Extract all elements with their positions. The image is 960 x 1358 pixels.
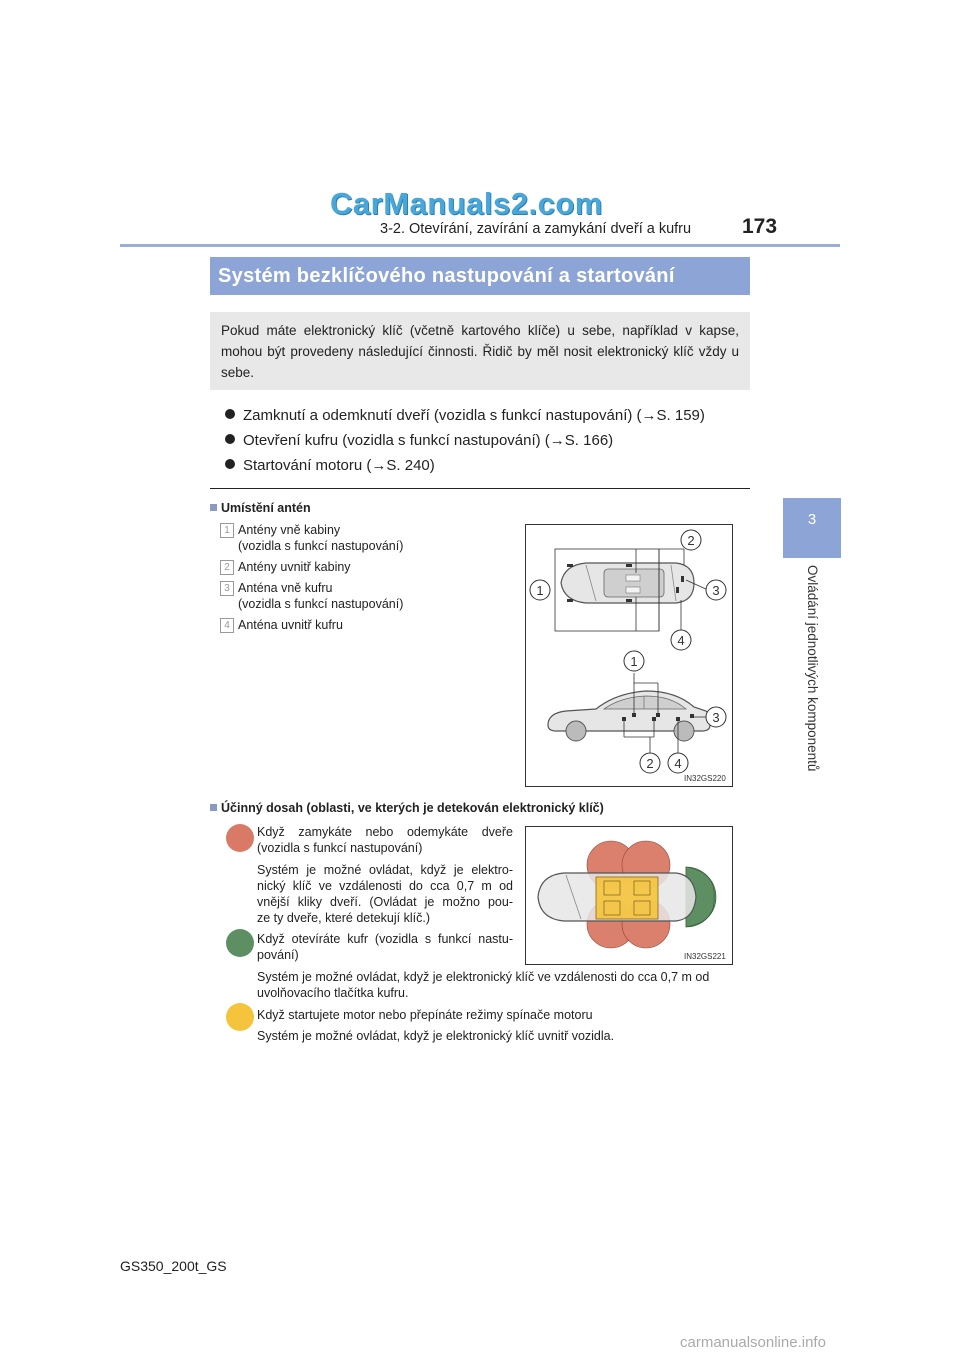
antenna-diagram	[526, 525, 732, 786]
antenna-item-1-label: Antény vně kabiny	[238, 523, 341, 537]
footer-model-code: GS350_200t_GS	[120, 1258, 227, 1274]
bullet-dot-icon	[225, 434, 235, 444]
chapter-number: 3	[807, 511, 817, 528]
range-heading	[210, 801, 604, 815]
chapter-tab	[783, 498, 841, 558]
callout-4-side: 4	[674, 756, 682, 771]
antenna-item-1-note: (vozidla s funkcí nastupování)	[238, 539, 404, 553]
range-trunk-desc-line: uvolňovacího tlačítka kufru.	[257, 986, 409, 1000]
range-doors-desc-line: ze ty dveře, které detekují klíč.)	[257, 911, 430, 925]
callout-2-top: 2	[687, 533, 695, 548]
car-top-view-icon	[561, 563, 694, 603]
callout-1-top: 1	[536, 583, 544, 598]
item-number-3: 3	[220, 581, 234, 596]
range-heading-text: Účinný dosah (oblasti, ve kterých je detekován elektronický klíč)	[221, 801, 604, 815]
range-doors-note: (vozidla s funkcí nastupování)	[257, 841, 423, 855]
item-number-4: 4	[220, 618, 234, 633]
bullet-text: Otevření kufru (vozidla s funkcí nastupování) (→S. 166)	[243, 432, 614, 449]
antenna-figure	[525, 524, 733, 787]
watermark-logo: CarManuals2.com	[330, 186, 603, 221]
page-number: 173	[742, 215, 778, 238]
range-figure	[525, 826, 733, 965]
range-doors-desc-line: nický klíč ve vzdálenosti do cca 0,7 m od	[257, 879, 513, 893]
header-divider	[120, 244, 840, 247]
bullet-dot-icon	[225, 409, 235, 419]
range-doors-desc-line: Systém je možné ovládat, když je elektro-	[257, 863, 513, 877]
car-side-view-icon	[548, 691, 711, 741]
page-title: Systém bezklíčového nastupování a startování	[210, 257, 750, 295]
antenna-item-4	[238, 617, 343, 633]
figure-code-2: IN32GS221	[684, 952, 726, 961]
range-item-trunk	[257, 931, 513, 963]
range-trunk-note: pování)	[257, 948, 299, 962]
callout-1-side: 1	[630, 654, 638, 669]
callout-3-side: 3	[712, 710, 720, 725]
item-number-1: 1	[220, 523, 234, 538]
range-diagram	[526, 827, 732, 964]
bullet-dot-icon	[225, 459, 235, 469]
section-divider	[210, 488, 750, 489]
antenna-heading	[210, 501, 311, 515]
range-trunk-title: Když otevíráte kufr (vozidla s funkcí nastu-	[257, 932, 513, 946]
bullet-item	[225, 457, 435, 474]
antenna-item-1	[238, 522, 403, 554]
engine-range-zone	[596, 877, 658, 919]
antenna-item-4-label: Anténa uvnitř kufru	[238, 618, 343, 632]
chapter-title-vertical	[790, 565, 830, 795]
chapter-title: Ovládání jednotlivých komponentů	[805, 565, 820, 772]
door-range-color-icon	[226, 824, 254, 852]
footer-watermark: carmanualsonline.info	[680, 1334, 826, 1351]
range-trunk-desc	[257, 969, 757, 1001]
bullet-item	[225, 432, 613, 449]
range-engine-desc: Systém je možné ovládat, když je elektronický klíč uvnitř vozidla.	[257, 1029, 615, 1043]
callout-4-top: 4	[677, 633, 685, 648]
trunk-range-color-icon	[226, 929, 254, 957]
antenna-heading-text: Umístění antén	[221, 501, 311, 515]
range-item-engine	[257, 1007, 747, 1044]
antenna-item-2-label: Antény uvnitř kabiny	[238, 560, 351, 574]
section-heading: 3-2. Otevírání, zavírání a zamykání dveří a kufru	[380, 221, 692, 237]
square-bullet-icon	[210, 804, 217, 811]
antenna-item-3	[238, 580, 403, 612]
range-item-doors	[257, 824, 513, 926]
bullet-item	[225, 407, 705, 424]
range-engine-title: Když startujete motor nebo přepínáte režimy spínače motoru	[257, 1008, 593, 1022]
callout-3-top: 3	[712, 583, 720, 598]
square-bullet-icon	[210, 504, 217, 511]
engine-range-color-icon	[226, 1003, 254, 1031]
antenna-item-2	[238, 559, 351, 575]
antenna-item-3-label: Anténa vně kufru	[238, 581, 333, 595]
range-trunk-desc-line: Systém je možné ovládat, když je elektronický klíč ve vzdálenosti do cca 0,7 m od	[257, 970, 710, 984]
antenna-item-3-note: (vozidla s funkcí nastupování)	[238, 597, 404, 611]
callout-2-side: 2	[646, 756, 654, 771]
item-number-2: 2	[220, 560, 234, 575]
intro-box: Pokud máte elektronický klíč (včetně kartového klíče) u sebe, například v kapse, mohou být provedeny následující činnosti. Řidič by měl nosit elektronický klíč vždy u sebe.	[210, 312, 750, 390]
range-doors-desc-line: vnější kliky dveří. (Ovládat je možno pou-	[257, 895, 513, 909]
figure-code-1: IN32GS220	[684, 774, 726, 783]
range-doors-title: Když zamykáte nebo odemykáte dveře	[257, 825, 513, 839]
bullet-text: Zamknutí a odemknutí dveří (vozidla s funkcí nastupování) (→S. 159)	[243, 407, 705, 424]
bullet-text: Startování motoru (→S. 240)	[243, 457, 435, 474]
